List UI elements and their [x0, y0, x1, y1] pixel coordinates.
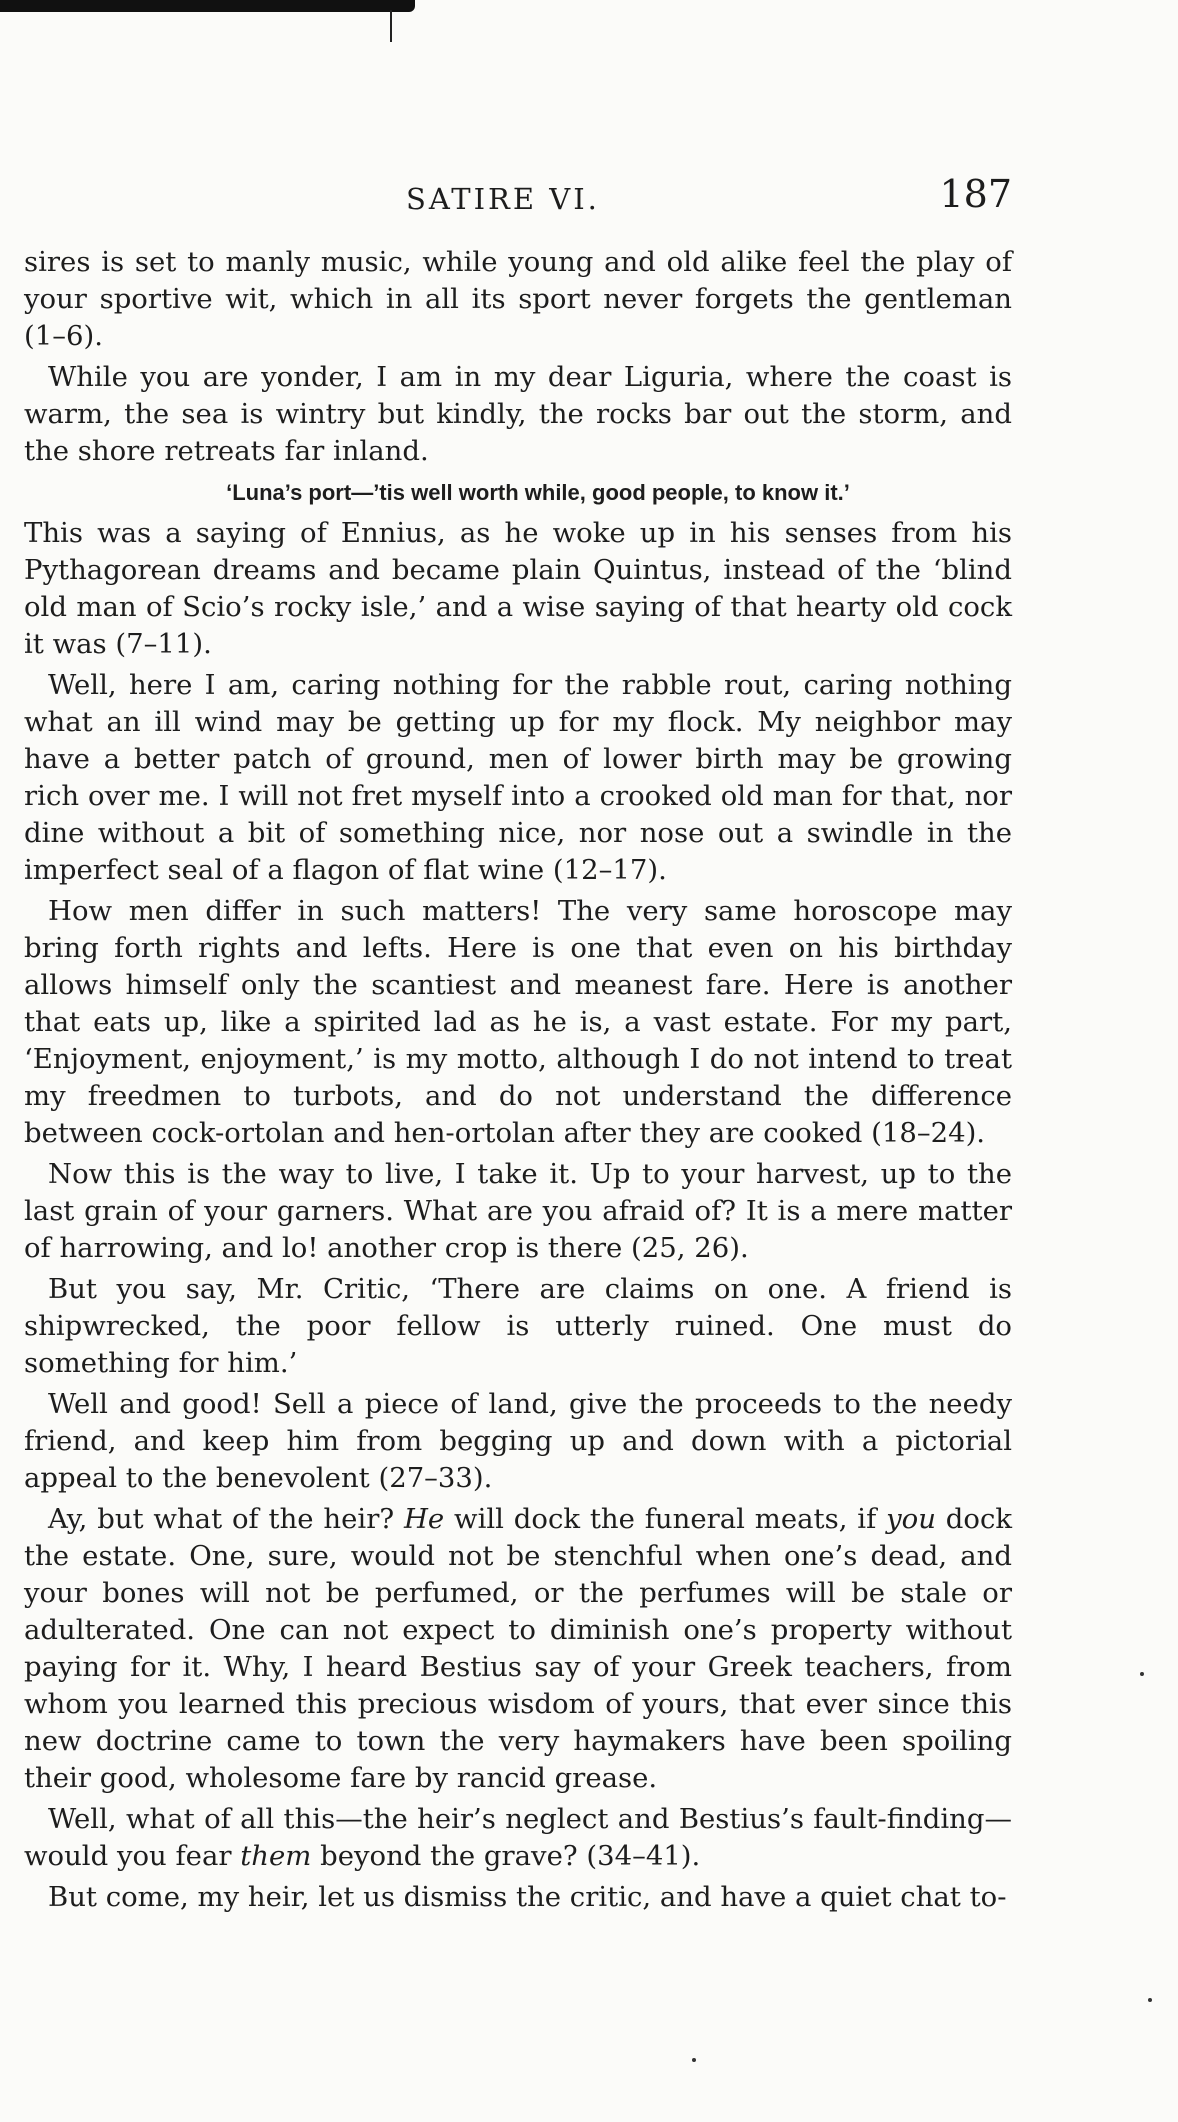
print-speck [1148, 1998, 1152, 2002]
paragraph-9-part-2: will dock the funeral meats, if [444, 1503, 887, 1535]
paragraph-7: But you say, Mr. Critic, ‘There are claims on one. A friend is shipwrecked, the poor fellow is utterly ruined. One must do something for him.’ [24, 1273, 1012, 1379]
paragraph-10 [24, 1801, 1012, 1875]
ennius-quote: ‘Luna’s port—’tis well worth while, good people, to know it.’ [226, 480, 850, 505]
paragraph-4: Well, here I am, caring nothing for the rabble rout, caring nothing what an ill wind may be getting up for my flock. My neighbor may have a better patch of ground, men of lower birth may be growing rich over me. I will not fret myself into a crooked old man for that, nor dine without a bit of something nice, nor nose out a swindle in the imperfect seal of a flagon of flat wine (12–17). [24, 669, 1012, 886]
print-speck [1140, 1672, 1144, 1676]
paragraph-5: How men differ in such matters! The very same horoscope may bring forth rights and lefts. Here is one that even on his birthday allows himself only the scantiest and meanest fare. Here is another that eats up, like a spirited lad as he is, a vast estate. For my part, ‘Enjoyment, enjoyment,’ is my motto, although I do not intend to treat my freedmen to turbots, and do not understand the difference between cock-ortolan and hen-ortolan after they are cooked (18–24). [24, 895, 1012, 1149]
page-number: 187 [939, 172, 1012, 216]
paragraph-9-part-3: dock the estate. One, sure, would not be stenchful when one’s dead, and your bones will not be perfumed, or the perfumes will be stale or adulterated. One can not expect to diminish one’s property without paying for it. Why, I heard Bestius say of your Greek teachers, from whom you learned this precious wisdom of yours, that ever since this new doctrine came to town the very haymakers have been spoiling their good, wholesome fare by rancid grease. [24, 1503, 1013, 1794]
paragraph-6: Now this is the way to live, I take it. Up to your harvest, up to the last grain of your garners. What are you afraid of? It is a mere matter of harrowing, and lo! another crop is there (25, 26). [24, 1158, 1012, 1264]
top-edge-shadow [0, 0, 415, 12]
paragraph-9-emphasis-he: He [403, 1503, 445, 1535]
paragraph-11: But come, my heir, let us dismiss the critic, and have a quiet chat to- [48, 1881, 1007, 1913]
paragraph-9 [24, 1501, 1012, 1797]
paragraph-10-emphasis-them: them [240, 1840, 312, 1872]
print-speck [692, 2058, 696, 2062]
paragraph-1: sires is set to manly music, while young and old alike feel the play of your sportive wit, which in all its sport never forgets the gentleman (1–6). [24, 246, 1012, 352]
paragraph-8: Well and good! Sell a piece of land, give the proceeds to the needy friend, and keep him from begging up and down with a pictorial appeal to the benevolent (27–33). [24, 1388, 1012, 1494]
body-text [24, 244, 1012, 1920]
page-header [28, 172, 1012, 232]
paragraph-10-part-1: Well, what of all this—the heir’s neglect and Bestius’s fault-finding—would you fear [24, 1803, 1012, 1872]
paragraph-2: While you are yonder, I am in my dear Liguria, where the coast is warm, the sea is wintry but kindly, the rocks bar out the storm, and the shore retreats far inland. [24, 361, 1012, 467]
top-edge-mark [390, 10, 392, 42]
running-title: SATIRE VI. [406, 182, 600, 216]
paragraph-9-emphasis-you: you [886, 1503, 936, 1535]
paragraph-10-part-2: beyond the grave? (34–41). [311, 1840, 701, 1872]
paragraph-3: This was a saying of Ennius, as he woke up in his senses from his Pythagorean dreams and became plain Quintus, instead of the ‘blind old man of Scio’s rocky isle,’ and a wise saying of that hearty old cock it was (7–11). [24, 517, 1012, 660]
paragraph-9-part-1: Ay, but what of the heir? [48, 1503, 404, 1535]
